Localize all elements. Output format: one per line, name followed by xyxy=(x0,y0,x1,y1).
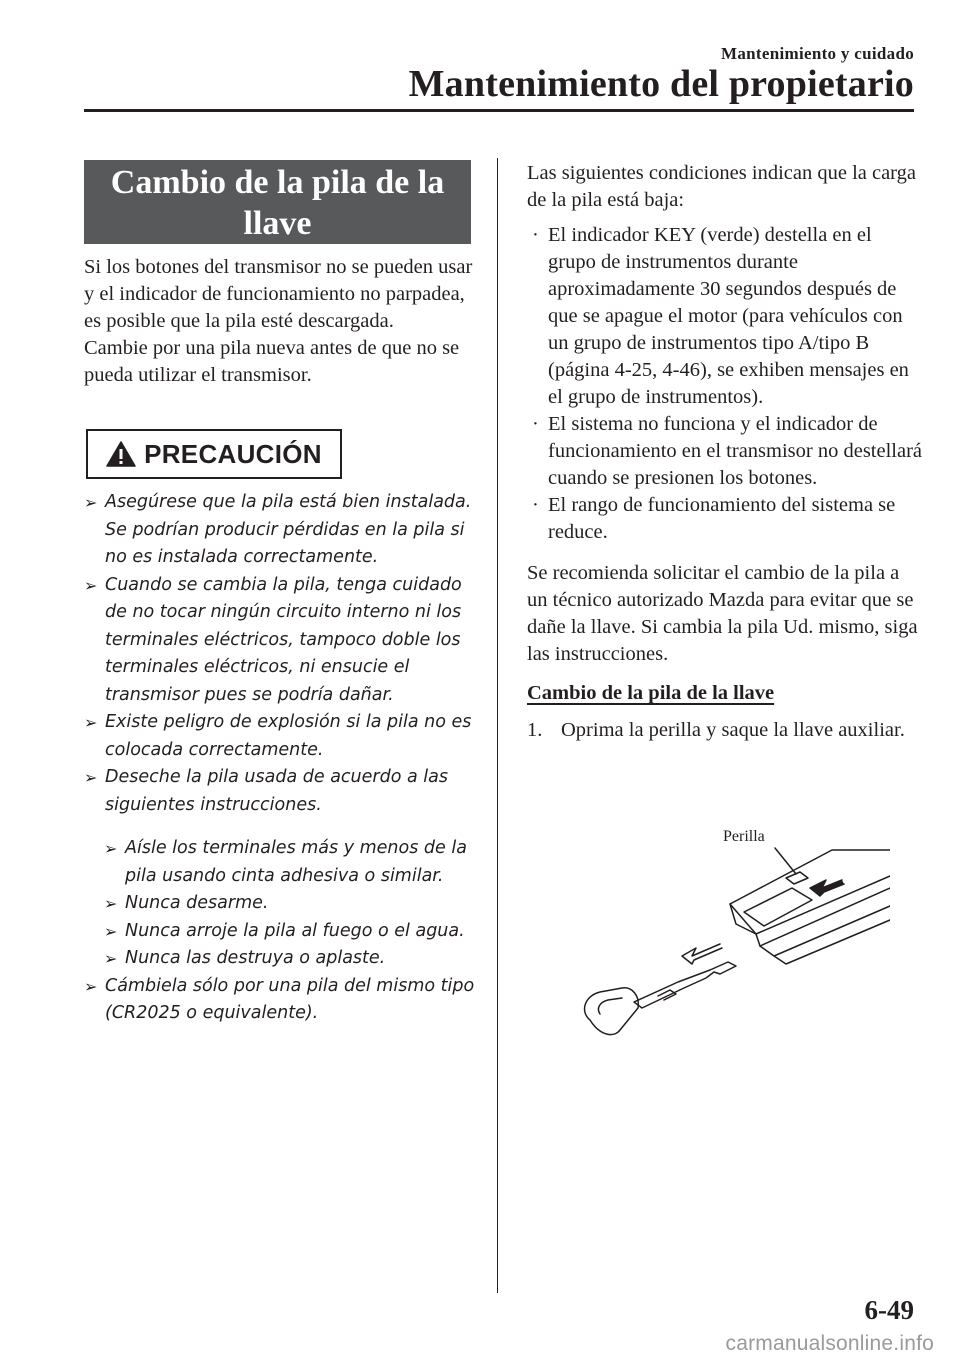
section-title: Mantenimiento y cuidado xyxy=(721,44,914,63)
caution-label: PRECAUCIÓN xyxy=(144,438,322,469)
watermark: carmanualsonline.info xyxy=(725,1332,934,1355)
arrow-bullet-icon: ➢ xyxy=(84,976,98,996)
condition-item: · El indicador KEY (verde) destella en el grupo de instrumentos durante aproximadamente 30 segundos después de que se apague el motor (para vehículos con un grupo de instrumentos tipo A/tipo B (página 4-25, 4-46), se exhiben mensajes en el grupo de instrumentos). xyxy=(532,224,909,408)
column-divider xyxy=(497,158,498,1293)
section-heading-line1: Cambio de la pila de la xyxy=(110,164,445,201)
step-text: Oprima la perilla y saque la llave auxiliar. xyxy=(561,719,905,741)
caution-item: ➢ Deseche la pila usada de acuerdo a las siguientes instrucciones. xyxy=(84,764,484,819)
condition-item: · El rango de funcionamiento del sistema se reduce. xyxy=(532,494,896,543)
conditions-intro: Las siguientes condiciones indican que la carga de la pila está baja: xyxy=(527,162,916,211)
arrow-bullet-icon: ➢ xyxy=(84,575,98,595)
section-heading-box xyxy=(84,160,471,244)
sub-caution-item: ➢ Nunca arroje la pila al fuego o el agua. xyxy=(104,918,484,946)
chapter-title: Mantenimiento del propietario xyxy=(408,63,914,105)
header-rule xyxy=(84,109,914,112)
caution-item: ➢ Asegúrese que la pila está bien instalada. Se podrían producir pérdidas en la pila si no es instalada correctamente. xyxy=(84,489,484,572)
dot-bullet-icon: · xyxy=(532,494,539,516)
condition-item: · El sistema no funciona y el indicador de funcionamiento en el transmisor no destellará cuando se presionen los botones. xyxy=(532,413,923,489)
key-removal-illustration xyxy=(560,824,890,1054)
intro-paragraph-1: Si los botones del transmisor no se pueden usar y el indicador de funcionamiento no parpadea, es posible que la pila esté descargada. xyxy=(84,256,473,332)
step-1 xyxy=(527,717,922,744)
arrow-bullet-icon: ➢ xyxy=(104,921,118,941)
sub-caution-item: ➢ Nunca las destruya o aplaste. xyxy=(104,945,484,973)
caution-list xyxy=(84,489,484,1028)
warning-triangle-icon xyxy=(106,441,136,467)
dot-bullet-icon: · xyxy=(532,224,539,246)
arrow-bullet-icon: ➢ xyxy=(104,949,118,968)
right-column xyxy=(527,160,922,744)
conditions-list xyxy=(527,222,922,546)
caution-box xyxy=(86,429,342,479)
arrow-bullet-icon: ➢ xyxy=(84,493,98,512)
page-number: 6-49 xyxy=(864,1295,914,1325)
step-number: 1. xyxy=(527,719,543,741)
section-heading-line2: llave xyxy=(243,205,312,242)
sub-caution-item: ➢ Aísle los terminales más y menos de la pila usando cinta adhesiva o similar. xyxy=(104,835,484,890)
caution-item: ➢ Existe peligro de explosión si la pila no es colocada correctamente. xyxy=(84,709,484,764)
caution-item: ➢ Cámbiela sólo por una pila del mismo tipo (CR2025 o equivalente). xyxy=(84,973,484,1028)
arrow-bullet-icon: ➢ xyxy=(104,894,118,913)
arrow-bullet-icon: ➢ xyxy=(84,768,98,787)
recommendation-text: Se recomienda solicitar el cambio de la pila a un técnico autorizado Mazda para evitar que se dañe la llave. Si cambia la pila Ud. mismo, siga las instrucciones. xyxy=(527,562,918,665)
figure-label-knob: Perilla xyxy=(723,828,765,845)
dot-bullet-icon: · xyxy=(532,413,539,435)
intro-paragraph-2: Cambie por una pila nueva antes de que no se pueda utilizar el transmisor. xyxy=(84,337,460,386)
intro-text xyxy=(84,254,484,389)
arrow-bullet-icon: ➢ xyxy=(84,713,98,732)
caution-item: ➢ Cuando se cambia la pila, tenga cuidado de no tocar ningún circuito interno ni los terminales eléctricos, tampoco doble los terminales eléctricos, ni ensucie el transmisor pues se podría dañar. xyxy=(84,572,484,710)
sub-caution-item: ➢ Nunca desarme. xyxy=(104,890,484,918)
arrow-bullet-icon: ➢ xyxy=(104,839,118,858)
procedure-subheading: Cambio de la pila de la llave xyxy=(527,682,775,704)
disposal-sub-list xyxy=(84,835,484,973)
